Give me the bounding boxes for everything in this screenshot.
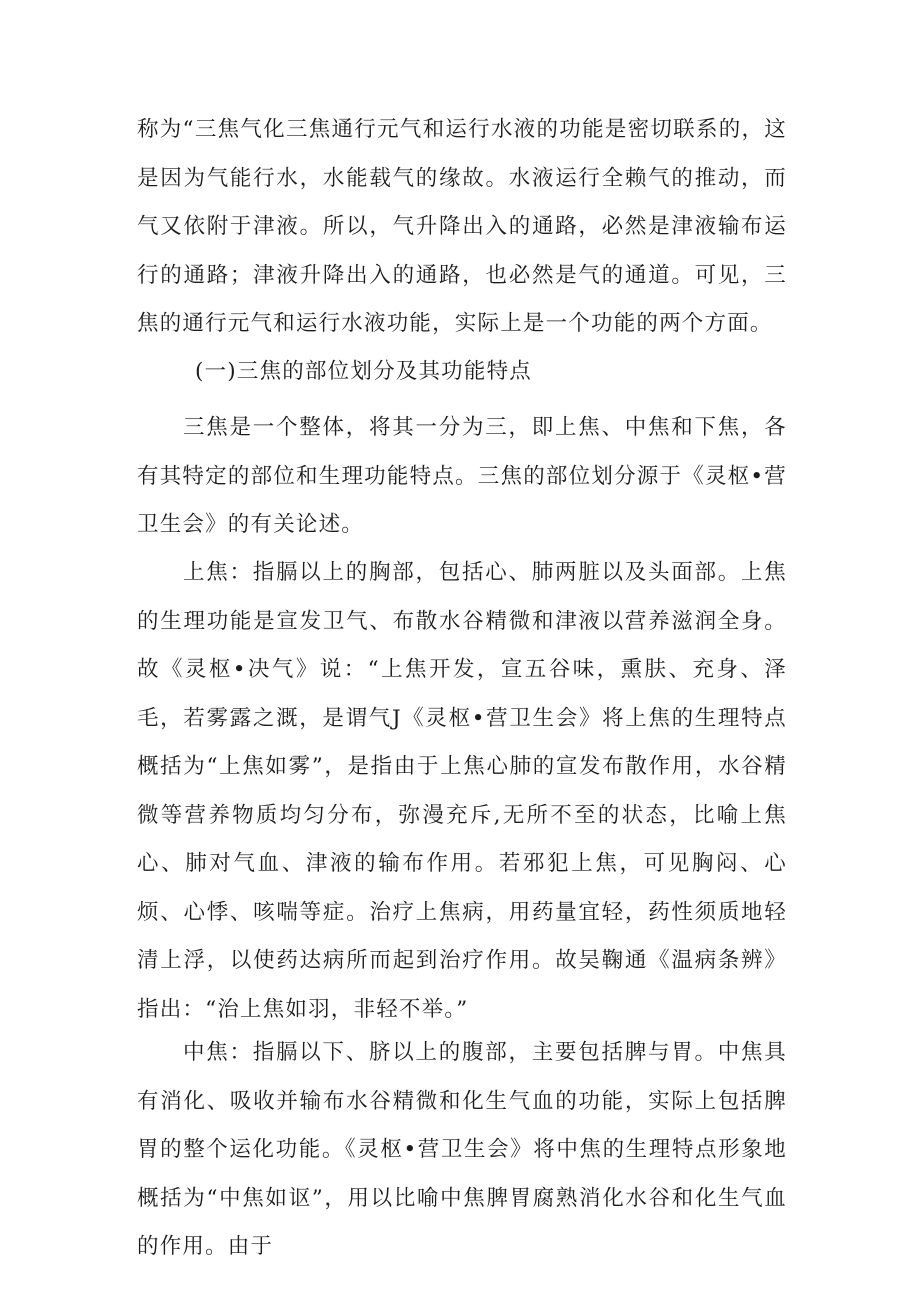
paragraph-sanjiao-qihua [137, 106, 787, 349]
section-heading [137, 348, 787, 397]
section-heading-text: (一)三焦的部位划分及其功能特点 [195, 359, 532, 384]
paragraph-zhongjiao [137, 1029, 787, 1272]
paragraph-text: 称为“三焦气化三焦通行元气和运行水液的功能是密切联系的，这是因为气能行水，水能载气的缘故。水液运行全赖气的推动，而气又依附于津液。所以，气升降出入的通路，必然是津液输布运行的通路；津液升降出入的通路，也必然是气的通道。可见，三焦的通行元气和运行水液功能，实际上是一个功能的两个方面。 [137, 117, 787, 336]
paragraph-text: 三焦是一个整体，将其一分为三，即上焦、中焦和下焦，各有其特定的部位和生理功能特点。三焦的部位划分源于《灵枢•营卫生会》的有关论述。 [137, 415, 787, 537]
paragraph-text: 上焦：指膈以上的胸部，包括心、肺两脏以及头面部。上焦的生理功能是宣发卫气、布散水谷精微和津液以营养滋润全身。故《灵枢•决气》说：“上焦开发，宣五谷味，熏肤、充身、泽毛，若雾露之溉，是谓气J《灵枢•营卫生会》将上焦的生理特点概括为“上焦如雾”，是指由于上焦心肺的宣发布散作用，水谷精微等营养物质均匀分布，弥漫充斥,无所不至的状态，比喻上焦心、肺对气血、津液的输布作用。若邪犯上焦，可见胸闷、心烦、心悸、咳喘等症。治疗上焦病，用药量宜轻，药性须质地轻清上浮，以使药达病所而起到治疗作用。故吴鞠通《温病条辨》指出：“治上焦如羽，非轻不举。” [137, 560, 787, 1022]
paragraph-shangjiao [137, 549, 787, 1034]
paragraph-sanjiao-overview [137, 404, 787, 550]
paragraph-text: 中焦：指膈以下、脐以上的腹部，主要包括脾与胃。中焦具有消化、吸收并输布水谷精微和化生气血的功能，实际上包括脾胃的整个运化功能。《灵枢•营卫生会》将中焦的生理特点形象地概括为“中焦如讴”，用以比喻中焦脾胃腐熟消化水谷和化生气血的作用。由于 [137, 1040, 787, 1259]
